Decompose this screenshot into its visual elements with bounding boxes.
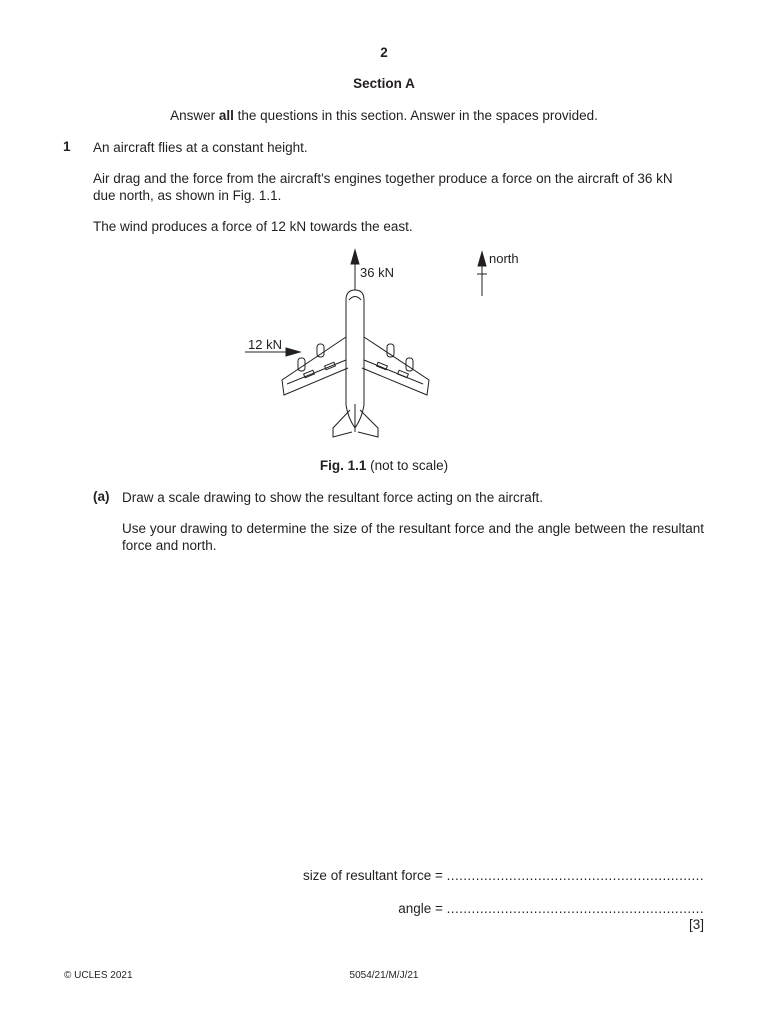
question-intro: An aircraft flies at a constant height. — [93, 140, 308, 155]
angle-answer-field[interactable]: .............................................................. — [446, 901, 704, 916]
left-wing-flap — [287, 360, 346, 384]
aircraft-figure — [0, 240, 768, 455]
instructions-emphasis: all — [218, 108, 234, 123]
size-answer-field[interactable]: .............................................................. — [446, 868, 704, 883]
east-force-label: 12 kN — [248, 337, 282, 352]
north-force-arrowhead — [351, 250, 359, 264]
section-heading: Section A — [353, 76, 415, 91]
angle-answer-label: angle = — [398, 901, 447, 916]
instructions — [0, 108, 768, 123]
size-answer-label: size of resultant force = — [302, 868, 447, 883]
size-answer-line — [303, 868, 704, 883]
east-force-arrowhead — [286, 348, 300, 356]
marks-allocation: [3] — [688, 917, 704, 932]
cockpit — [349, 297, 361, 301]
left-inner-engine — [317, 344, 324, 357]
footer-code: 5054/21/M/J/21 — [349, 970, 419, 981]
compass-label: north — [489, 251, 519, 266]
instructions-text-end: the questions in this section. Answer in the spaces provided. — [233, 108, 598, 123]
north-force-label: 36 kN — [360, 265, 394, 280]
question-paragraph-line2: due north, as shown in Fig. 1.1. — [93, 188, 282, 203]
part-a-label: (a) — [93, 489, 110, 504]
question-paragraph — [93, 170, 704, 204]
part-a-instruction: Draw a scale drawing to show the resultant force acting on the aircraft. — [122, 490, 543, 505]
figure-caption-label: Fig. 1.1 — [319, 458, 367, 473]
page-number: 2 — [380, 45, 388, 60]
footer-copyright: © UCLES 2021 — [64, 970, 133, 981]
compass-arrowhead — [478, 252, 486, 266]
part-a-task: Use your drawing to determine the size of the resultant force and the angle between the resultant force and north. — [122, 521, 704, 553]
instructions-text: Answer — [170, 108, 219, 123]
wind-statement: The wind produces a force of 12 kN towards the east. — [93, 219, 413, 234]
figure-caption-note: (not to scale) — [366, 458, 449, 473]
right-tailplane — [358, 410, 378, 437]
left-tailplane — [333, 410, 352, 437]
figure-caption — [0, 458, 768, 473]
question-paragraph-line1: Air drag and the force from the aircraft's engines together produce a force on the aircraft of 36 kN — [93, 171, 673, 186]
question-number: 1 — [63, 139, 71, 154]
left-wing — [282, 337, 348, 395]
angle-answer-line — [398, 901, 704, 916]
right-wing — [362, 337, 429, 395]
